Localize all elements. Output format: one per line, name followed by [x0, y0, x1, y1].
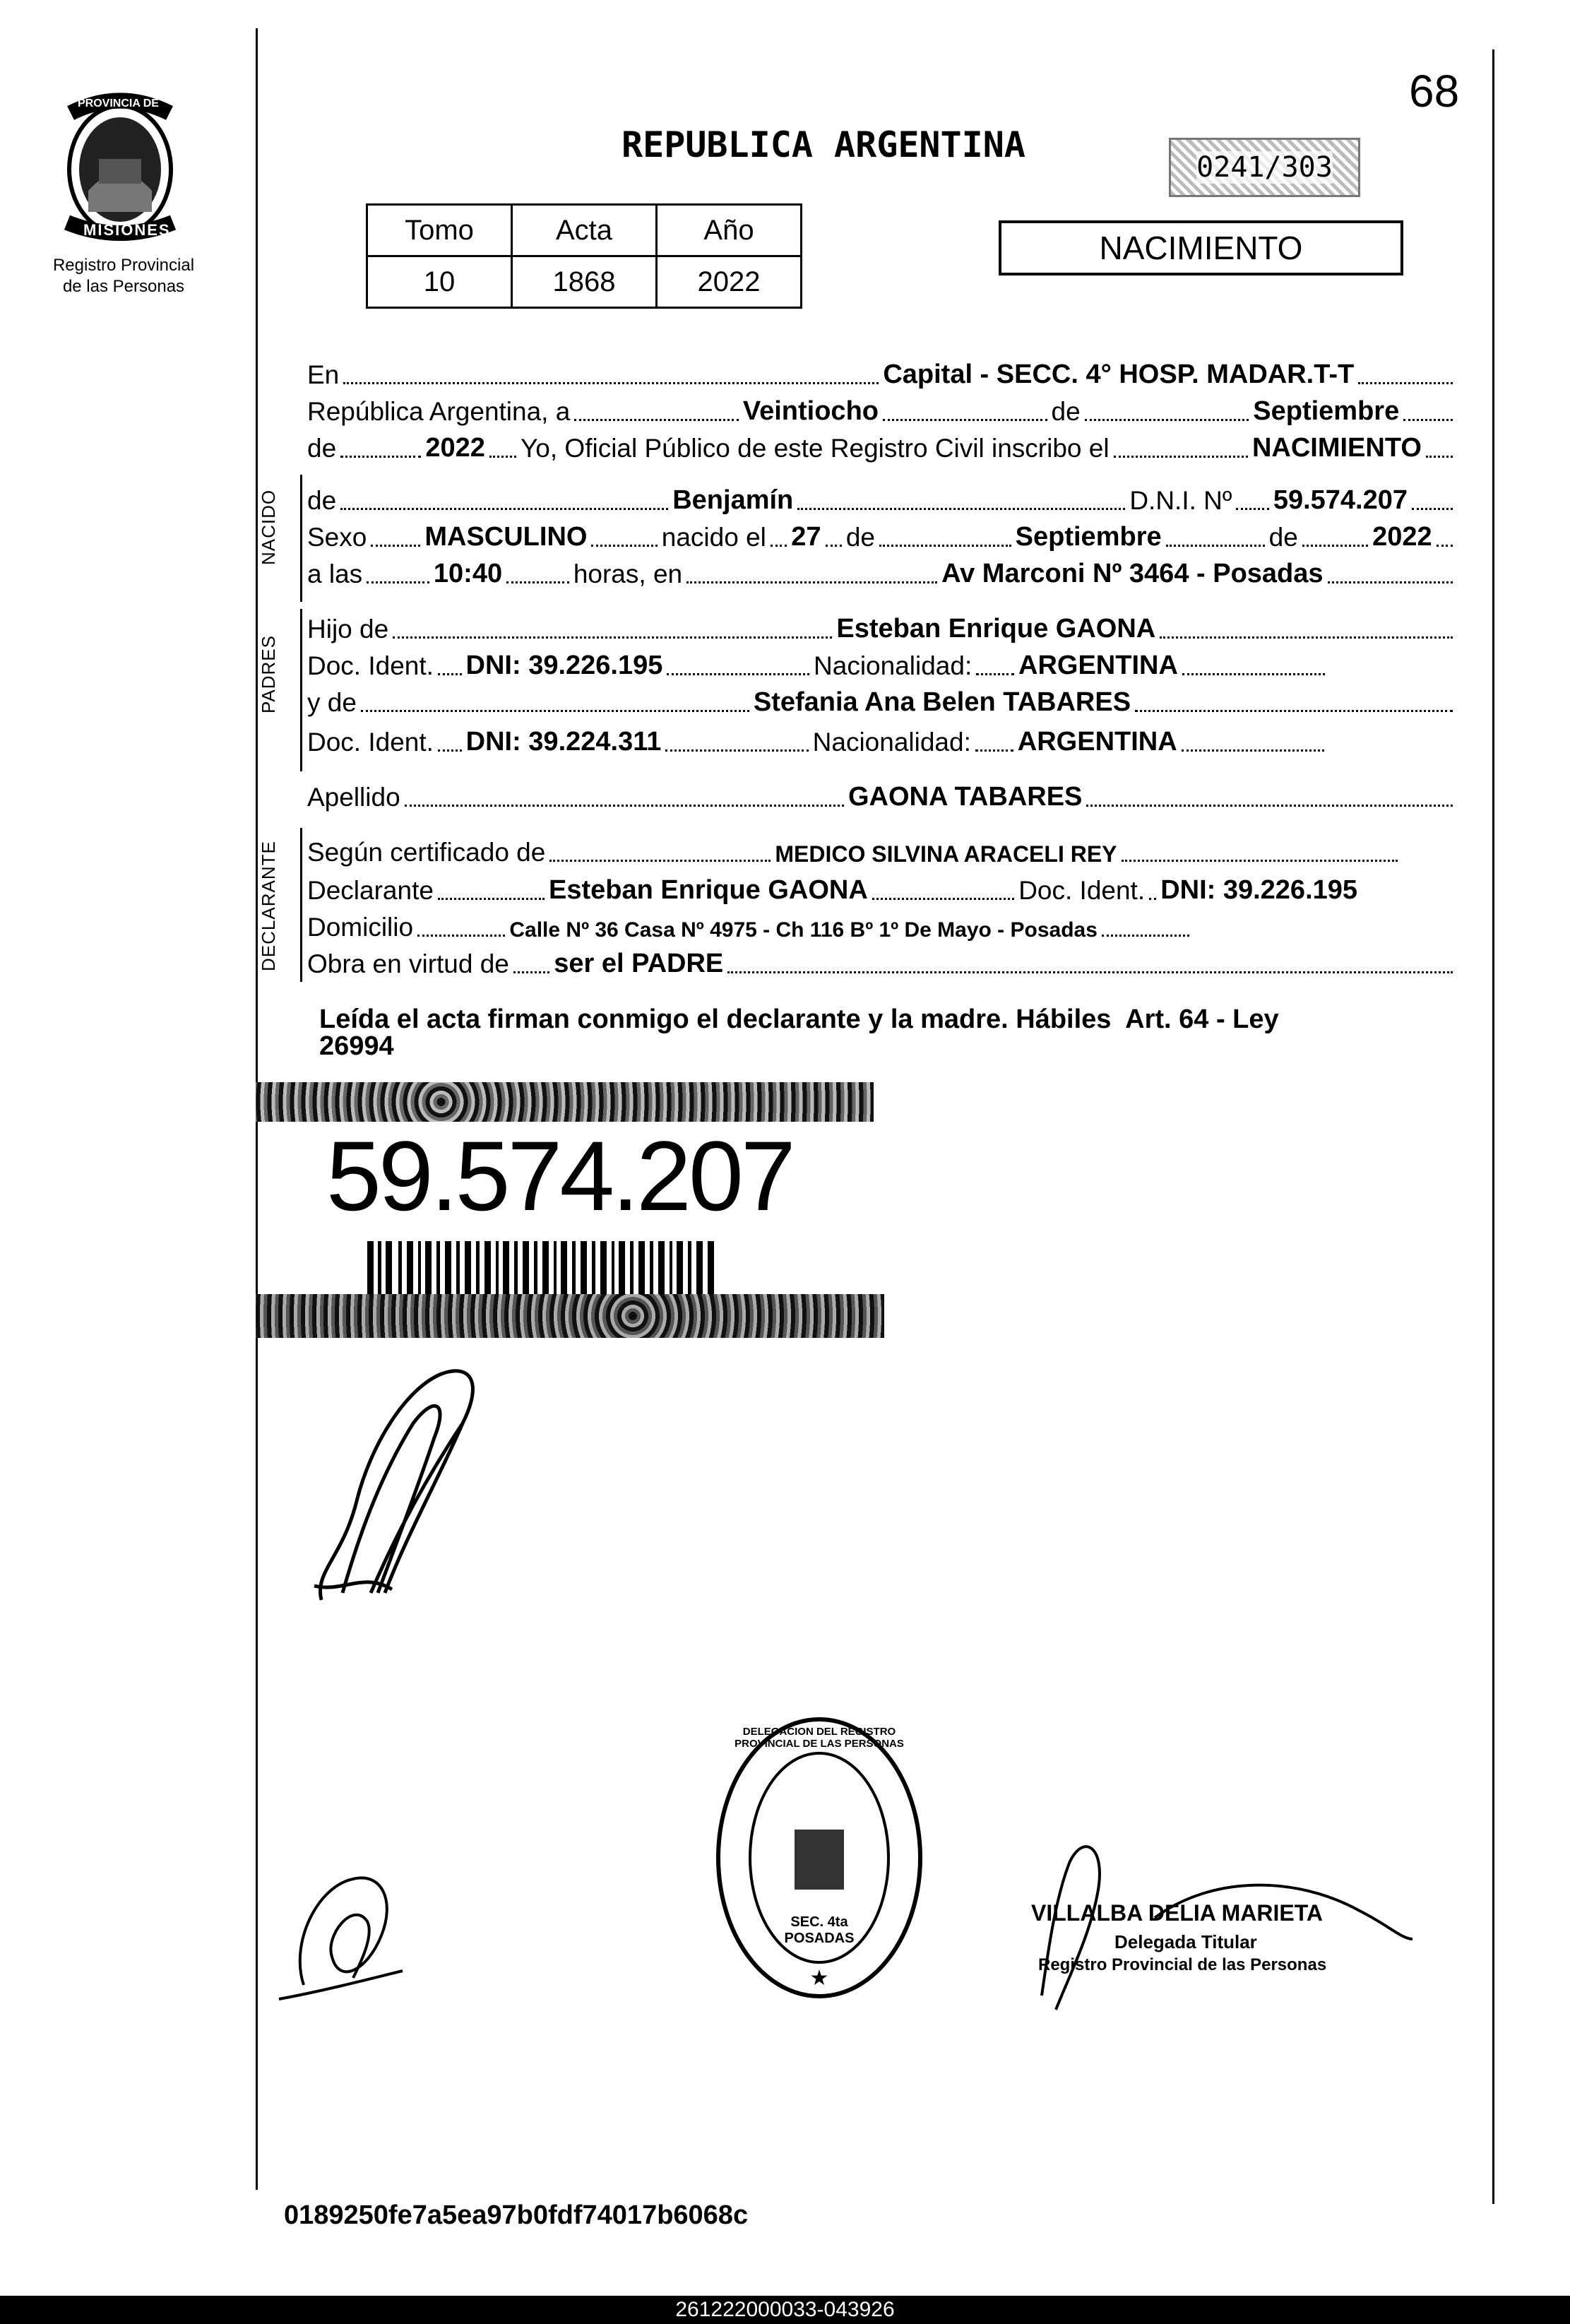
date-row: [307, 390, 1457, 427]
logo-caption-2: de las Personas: [62, 277, 185, 296]
padres-side-label: PADRES: [258, 635, 279, 713]
father-name: Esteban Enrique GAONA: [836, 614, 1156, 644]
registration-day: Veintiocho: [742, 396, 879, 426]
sex-birthdate-row: [307, 516, 1457, 552]
y-de-label: y de: [307, 688, 357, 717]
birth-de-label-2: de: [1268, 523, 1298, 552]
birth-month: Septiembre: [1015, 522, 1162, 552]
mother-doc: DNI: 39.224.311: [465, 727, 662, 757]
place-value: Capital - SECC. 4° HOSP. MADAR.T-T: [883, 360, 1355, 389]
sticker-pattern-bottom: [256, 1294, 884, 1338]
official-title: Delegada Titular: [1114, 1931, 1257, 1952]
nacido-side-label: NACIDO: [258, 489, 279, 565]
de-label: de: [1051, 397, 1081, 426]
republica-label: República Argentina, a: [307, 397, 571, 426]
document-title: REPUBLICA ARGENTINA: [622, 124, 1025, 165]
sexo-label: Sexo: [307, 523, 367, 552]
en-label: En: [307, 360, 340, 389]
hijo-de-label: Hijo de: [307, 615, 389, 644]
footer-id: 261222000033-043926: [675, 2298, 895, 2321]
statement-text: Yo, Oficial Público de este Registro Civil inscribo el: [521, 434, 1110, 463]
nacido-de-label: de: [307, 486, 337, 515]
mother-doc-row: [307, 721, 1457, 757]
nacido-el-label: nacido el: [661, 523, 766, 552]
security-sticker: [256, 1082, 874, 1338]
horas-label: horas, en: [573, 559, 683, 588]
birth-de-label: de: [845, 523, 875, 552]
father-nat-label: Nacionalidad:: [814, 651, 973, 680]
name-row: [307, 479, 1457, 516]
birth-day: 27: [791, 522, 821, 552]
child-name: Benjamín: [672, 485, 794, 515]
stamp-ring-text: DELEGACION DEL REGISTRO PROVINCIAL DE LAS PERSONAS: [735, 1726, 904, 1750]
closing-line-1: Leída el acta firman conmigo el declarante y la madre. Hábiles Art. 64 - Ley: [319, 1004, 1279, 1034]
footer-bar: [0, 2296, 1570, 2324]
place-row: [307, 353, 1457, 390]
event-value: NACIMIENTO: [1251, 433, 1422, 463]
father-doc: DNI: 39.226.195: [465, 651, 663, 680]
dni-label: D.N.I. Nº: [1129, 486, 1232, 515]
mother-doc-label: Doc. Ident.: [307, 728, 434, 757]
serial-stamp: [1169, 138, 1360, 197]
logo-ring-text: PROVINCIA DE: [78, 97, 159, 109]
surname-row: [307, 776, 1457, 812]
obra-label: Obra en virtud de: [307, 949, 509, 978]
official-name: VILLALBA DELIA MARIETA: [1031, 1900, 1323, 1926]
child-sex: MASCULINO: [424, 522, 588, 552]
birth-place: Av Marconi Nº 3464 - Posadas: [941, 559, 1324, 588]
declarant-row: [307, 869, 1457, 906]
father-doc-row: [307, 644, 1457, 681]
stamp-seal-icon: [713, 1713, 925, 2003]
father-nationality: ARGENTINA: [1018, 651, 1178, 680]
sticker-number: 59.574.207: [326, 1120, 793, 1231]
registration-month: Septiembre: [1253, 396, 1400, 426]
tomo-header: Tomo: [367, 205, 512, 256]
acta-value: 1868: [512, 256, 657, 308]
sticker-pattern-top: [256, 1082, 874, 1122]
reason-value: ser el PADRE: [554, 949, 724, 978]
tomo-value: 10: [367, 256, 512, 308]
official-signature-icon: [1028, 1833, 1423, 2024]
province-logo: [49, 92, 191, 247]
barcode-icon: [367, 1241, 720, 1296]
stamp-inner-text: SEC. 4ta POSADAS: [784, 1914, 855, 1946]
declarante-label: Declarante: [307, 876, 434, 905]
address-value: Calle Nº 36 Casa Nº 4975 - Ch 116 Bº 1º De Mayo - Posadas: [509, 918, 1098, 942]
statement-row: [307, 427, 1457, 463]
declarant-name: Esteban Enrique GAONA: [548, 875, 868, 905]
mother-nat-label: Nacionalidad:: [812, 728, 971, 757]
apellido-label: Apellido: [307, 783, 400, 812]
surname-value: GAONA TABARES: [848, 782, 1083, 812]
declarante-side-label: DECLARANTE: [258, 841, 279, 971]
cert-value: MEDICO SILVINA ARACELI REY: [775, 841, 1117, 867]
cert-label: Según certificado de: [307, 838, 546, 867]
child-dni: 59.574.207: [1273, 485, 1408, 515]
padres-divider: [300, 609, 302, 771]
logo-caption-1: Registro Provincial: [52, 256, 195, 275]
official-org: Registro Provincial de las Personas: [1038, 1955, 1327, 1974]
father-doc-label: Doc. Ident.: [307, 651, 434, 680]
page-number: 68: [1409, 66, 1460, 117]
right-margin-line: [1492, 49, 1494, 2204]
mother-row: [307, 681, 1457, 718]
mother-name: Stefania Ana Belen TABARES: [753, 687, 1131, 717]
reason-row: [307, 942, 1457, 979]
nacido-divider: [300, 475, 302, 602]
address-row: [307, 906, 1457, 942]
declarant-doc: DNI: 39.226.195: [1160, 875, 1358, 905]
alas-label: a las: [307, 559, 363, 588]
father-row: [307, 607, 1457, 644]
birth-year: 2022: [1372, 522, 1432, 552]
acta-header: Acta: [512, 205, 657, 256]
document-type: NACIMIENTO: [1099, 230, 1303, 266]
declarant-signature-icon: [300, 1360, 512, 1621]
year-prefix: de: [307, 434, 337, 463]
document-type-box: [999, 220, 1403, 275]
domicilio-label: Domicilio: [307, 913, 414, 942]
logo-banner-text: MISIONES: [83, 221, 171, 239]
mother-signature-icon: [275, 1858, 417, 2013]
anio-value: 2022: [657, 256, 802, 308]
anio-header: Año: [657, 205, 802, 256]
registration-year: 2022: [425, 433, 485, 463]
svg-text:★: ★: [809, 1966, 829, 1991]
declarante-divider: [300, 828, 302, 982]
closing-line-2: 26994: [319, 1031, 394, 1061]
birth-time-place-row: [307, 552, 1457, 589]
mother-nationality: ARGENTINA: [1017, 727, 1177, 757]
serial-number: 0241/303: [1196, 151, 1333, 184]
declarant-doc-label: Doc. Ident.: [1018, 876, 1146, 905]
official-stamp: [713, 1713, 925, 2003]
certificate-row: [307, 831, 1457, 867]
birth-time: 10:40: [433, 559, 503, 588]
registry-table: [366, 203, 802, 309]
document-hash: 0189250fe7a5ea97b0fdf74017b6068c: [284, 2200, 749, 2230]
